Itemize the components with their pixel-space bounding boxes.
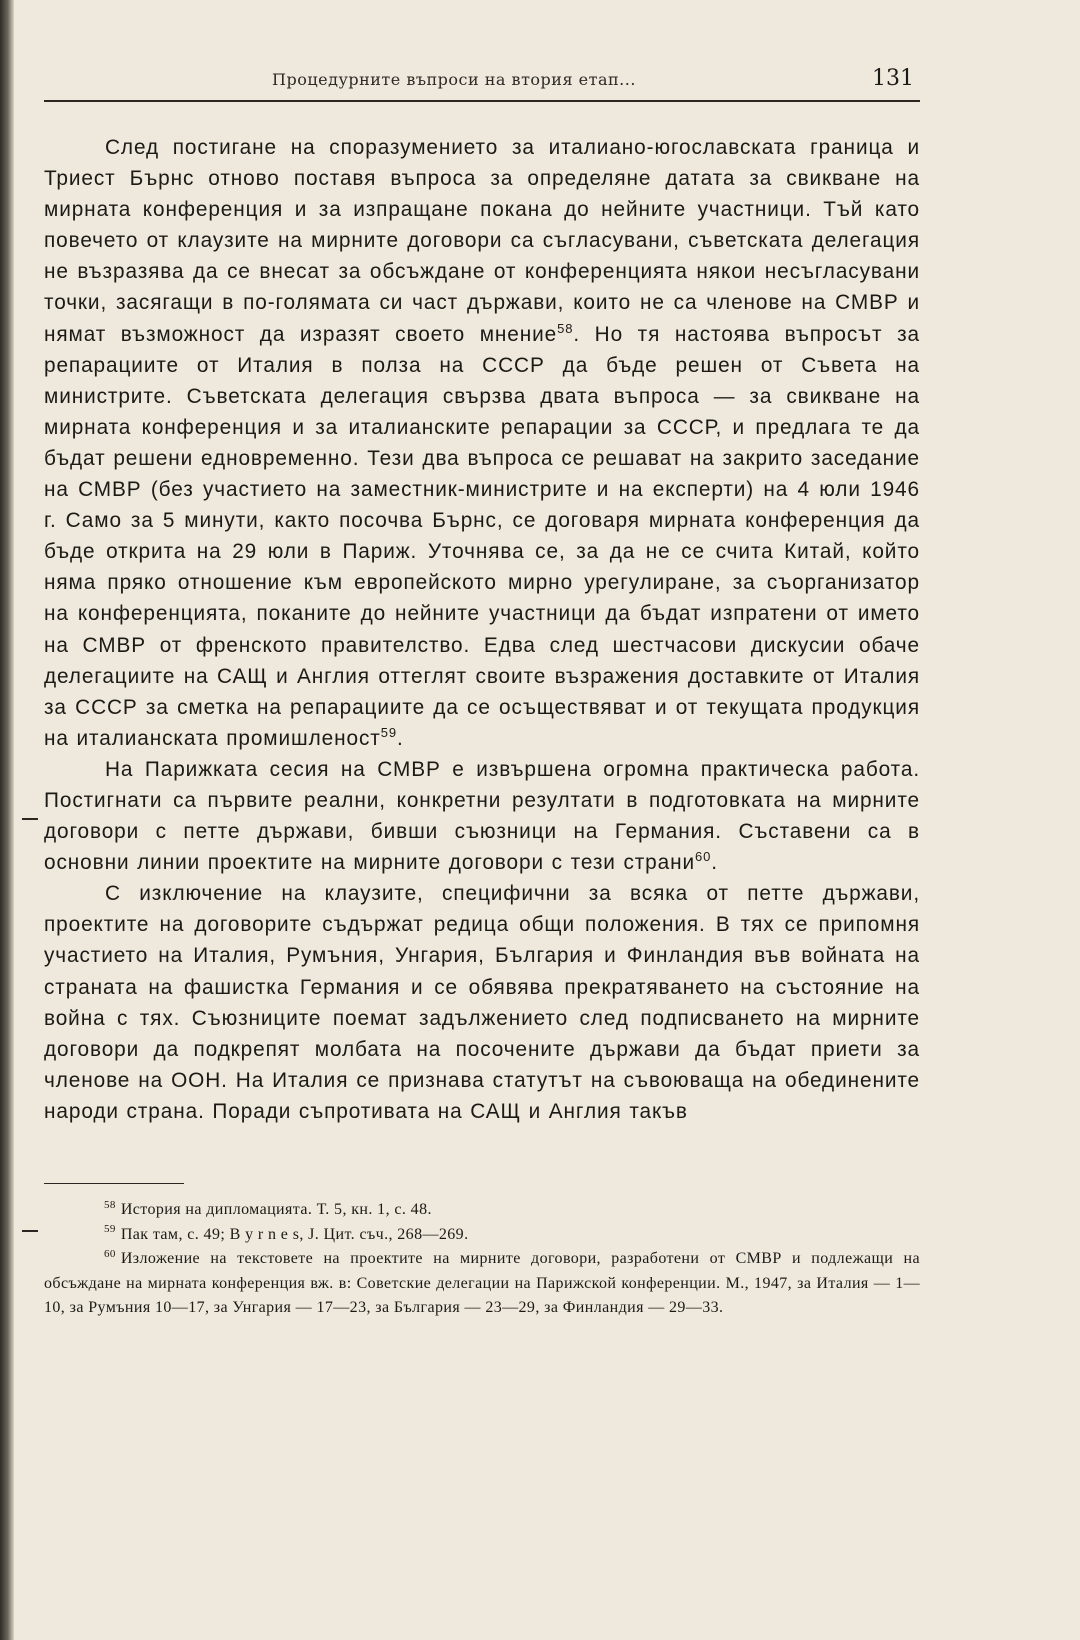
footnote-divider [44,1183,184,1184]
margin-mark [22,818,38,820]
text-span: . Но тя настоява въпросът за репарациите от Италия в полза на СССР да бъде решен от Съвета на министрите. Съветската делегация свързва двата въпроса — за свикване на мирната конференция и за италианските репарации за СССР, и предлага те да бъдат решени едновременно. Тези два въпроса се решават на закрито заседание на СМВР (без участието на заместник-министрите и на експерти) на 4 юли 1946 г. Само за 5 минути, както посочва Бърнс, се договаря мирната конференция да бъде открита на 29 юли в Париж. Уточнява се, за да не се счита Китай, който няма пряко отношение към европейското мирно урегулиране, за съорганизатор на конференцията, поканите до нейните участници да бъдат изпратени от името на СМВР от френското правителство. Едва след шестчасови дискусии обаче делегациите на САЩ и Англия оттеглят своите възражения доставките от Италия за СССР за сметка на репарациите да се осъществяват и от текущата продукция на италианската промишленост [44,322,920,750]
footnote [44,1247,920,1321]
book-spine-shadow [0,0,14,1640]
footnote-number: 60 [104,1247,116,1260]
footnote-text: Пак там, с. 49; B y r n e s, J. Цит. съч., 268—269. [120,1225,469,1243]
footnote-text: Изложение на текстовете на проектите на мирните договори, разработени от СМВР и подлежащи на обсъждане на мирната конференция вж. в: Советские делегации на Парижской конференции. М., 1947, за Италия — 1—10, за Румъния 10—17, за Унгария — 17—23, за България — 23—29, за Финландия — 29—33. [44,1250,920,1317]
main-text [44,132,920,1127]
running-title: Процедурните въпроси на втория етап... [272,70,636,89]
page-header [44,60,920,102]
paragraph [44,878,920,1127]
footnote-ref: 59 [380,724,397,740]
text-span: На Парижката сесия на СМВР е извършена огромна практическа работа. Постигнати са първите реални, конкретни резултати в подготовката на мирните договори с петте държави, бивши съюзници на Германия. Съставени са в основни линии проектите на мирните договори с тези страни [44,757,920,875]
footnote-ref: 60 [695,849,712,865]
page-number: 131 [872,66,914,91]
footnote-text: История на дипломацията. Т. 5, кн. 1, с. 48. [120,1201,432,1218]
paragraph [44,132,920,754]
footnote [44,1223,920,1248]
text-span: . [711,851,718,875]
footnote-ref: 58 [557,320,574,336]
margin-mark [22,1230,38,1232]
footnote [44,1198,920,1223]
book-page [44,60,920,1321]
text-span: С изключение на клаузите, специфични за всяка от петте държави, проектите на договорите съдържат редица общи положения. В тях се припомня участието на Италия, Румъния, Унгария, България и Финландия във войната на страната на фашистка Германия и се обявява прекратяването на състояние на война с тях. Съюзниците поемат задължението след подписването на мирните договори да подкрепят молбата на посочените държави да бъдат приети за членове на ООН. На Италия се признава статутът на съвоюваща на обединените народи страна. Поради съпротивата на САЩ и Англия такъв [44,882,920,1123]
footnote-number: 59 [104,1223,116,1236]
text-span: След постигане на споразумението за италиано-югославската граница и Триест Бърнс отново поставя въпроса за определяне датата за свикване на мирната конференция и за изпращане покана до нейните участници. Тъй като повечето от клаузите на мирните договори са съгласувани, съветската делегация не възразява да се внесат за обсъждане от конференцията някои несъгласувани точки, засягащи в по-голямата си част държави, които не са членове на СМВР и нямат възможност да изразят своето мнение [44,136,920,346]
text-span: . [396,726,404,750]
footnote-number: 58 [104,1198,116,1211]
paragraph [44,754,920,878]
footnotes [44,1198,920,1321]
